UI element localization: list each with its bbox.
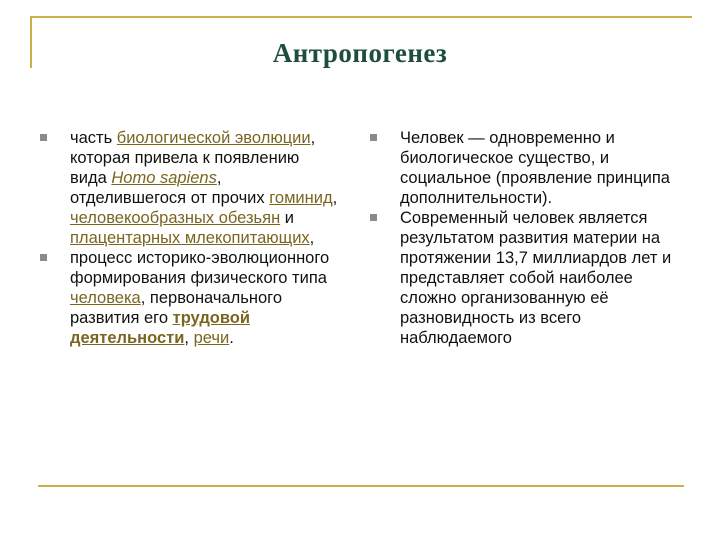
slide-title: Антропогенез xyxy=(272,38,448,68)
list-item xyxy=(370,208,690,348)
link-hominids[interactable]: гоминид xyxy=(269,189,333,207)
square-bullet-icon xyxy=(40,254,47,261)
square-bullet-icon xyxy=(40,134,47,141)
list-item xyxy=(40,128,340,248)
text: Человек — одновременно и биологическое существо, и социальное (проявление принципа дополнительности). xyxy=(400,129,670,207)
bottom-divider xyxy=(38,485,684,487)
link-speech[interactable]: речи xyxy=(193,329,230,347)
link-placental-mammals[interactable]: плацентарных млекопитающих xyxy=(70,229,310,247)
text: , первоначального развития его xyxy=(70,289,282,327)
left-column xyxy=(40,128,340,348)
list-item xyxy=(40,248,340,348)
text: часть xyxy=(70,129,117,147)
link-labor-activity[interactable]: трудовой деятельности xyxy=(70,309,251,347)
text: , отделившегося от прочих xyxy=(70,169,270,207)
text: , xyxy=(309,229,315,247)
link-great-apes[interactable]: человекообразных обезьян xyxy=(70,209,281,227)
right-column xyxy=(370,128,690,348)
text: Современный человек является результатом развития материи на протяжении 13,7 миллиардов лет и представляет собой наиболее сложно организованную её разновидность из всего наблюдаемого xyxy=(400,209,672,347)
square-bullet-icon xyxy=(370,214,377,221)
square-bullet-icon xyxy=(370,134,377,141)
frame-top-line xyxy=(30,16,692,18)
text: , xyxy=(184,329,194,347)
list-item xyxy=(370,128,690,208)
link-homo-sapiens[interactable]: Homo sapiens xyxy=(111,169,217,187)
link-human[interactable]: человека xyxy=(70,289,141,307)
text: , которая привела к появлению вида xyxy=(70,129,316,187)
text: и xyxy=(280,209,294,227)
text: . xyxy=(229,329,234,347)
text: процесс историко-эволюционного формирования физического типа xyxy=(70,249,330,287)
text: , xyxy=(332,189,338,207)
link-biological-evolution[interactable]: биологической эволюции xyxy=(116,129,311,147)
